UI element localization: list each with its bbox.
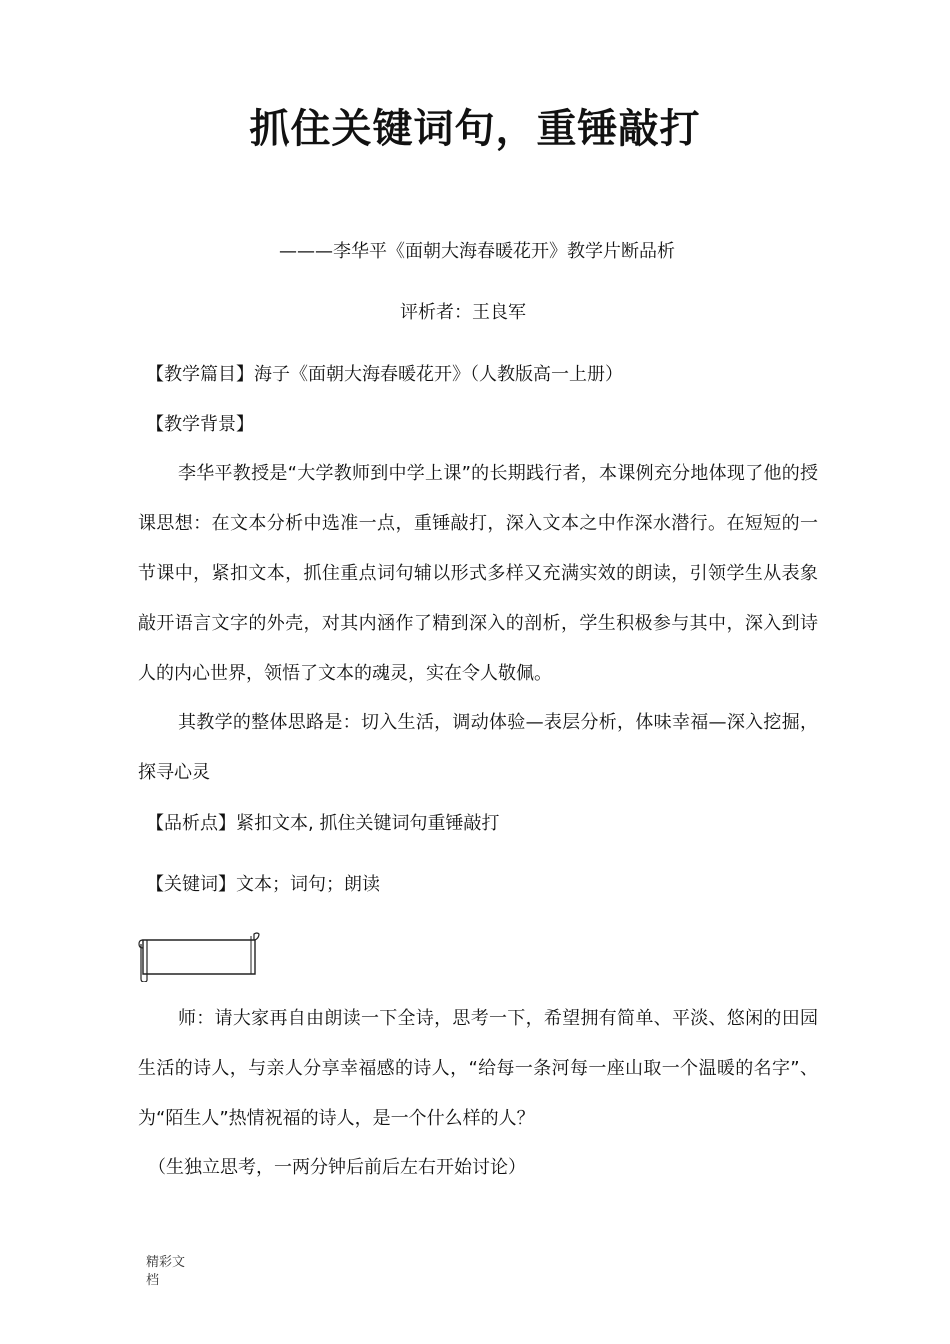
document-subtitle: ———李华平《面朝大海春暖花开》教学片断品析 xyxy=(279,241,675,262)
background-paragraph: 李华平教授是“大学教师到中学上课”的长期践行者，本课例充分地体现了他的授课思想：在文本分析中选准一点，重锤敲打，深入文本之中作深水潜行。在短短的一节课中，紧扣文本，抓住重点词句辅以形式多样又充满实效的朗读，引领学生从表象敲开语言文字的外壳，对其内涵作了精到深入的剖析，学生积极参与其中，深入到诗人的内心世界，领悟了文本的魂灵，实在令人敬佩。 xyxy=(138,463,818,684)
keywords-line: 【关键词】文本；词句；朗读 xyxy=(146,874,380,895)
document-title: 抓住关键词句，重锤敲打 xyxy=(249,106,701,152)
analysis-point: 【品析点】紧扣文本, 抓住关键词句重锤敲打 xyxy=(146,813,500,834)
background-heading: 【教学背景】 xyxy=(146,414,254,435)
teaching-topic: 【教学篇目】海子《面朝大海春暖花开》（人教版高一上册） xyxy=(146,364,623,385)
author-line: 评析者：王良军 xyxy=(400,302,526,323)
teacher-question: 师：请大家再自由朗读一下全诗，思考一下，希望拥有简单、平淡、悠闲的田园生活的诗人，与亲人分享幸福感的诗人，“给每一条河每一座山取一个温暖的名字”、为“陌生人”热情祝福的诗人，是一个什么样的人？ xyxy=(138,1008,818,1129)
approach-paragraph: 其教学的整体思路是：切入生活，调动体验—表层分析，体味幸福—深入挖掘，探寻心灵 xyxy=(138,712,818,783)
footer-mark: 精彩文档 xyxy=(146,1255,186,1288)
student-action: （生独立思考，一两分钟后前后左右开始讨论） xyxy=(148,1157,526,1178)
scroll-banner-icon xyxy=(137,932,261,982)
